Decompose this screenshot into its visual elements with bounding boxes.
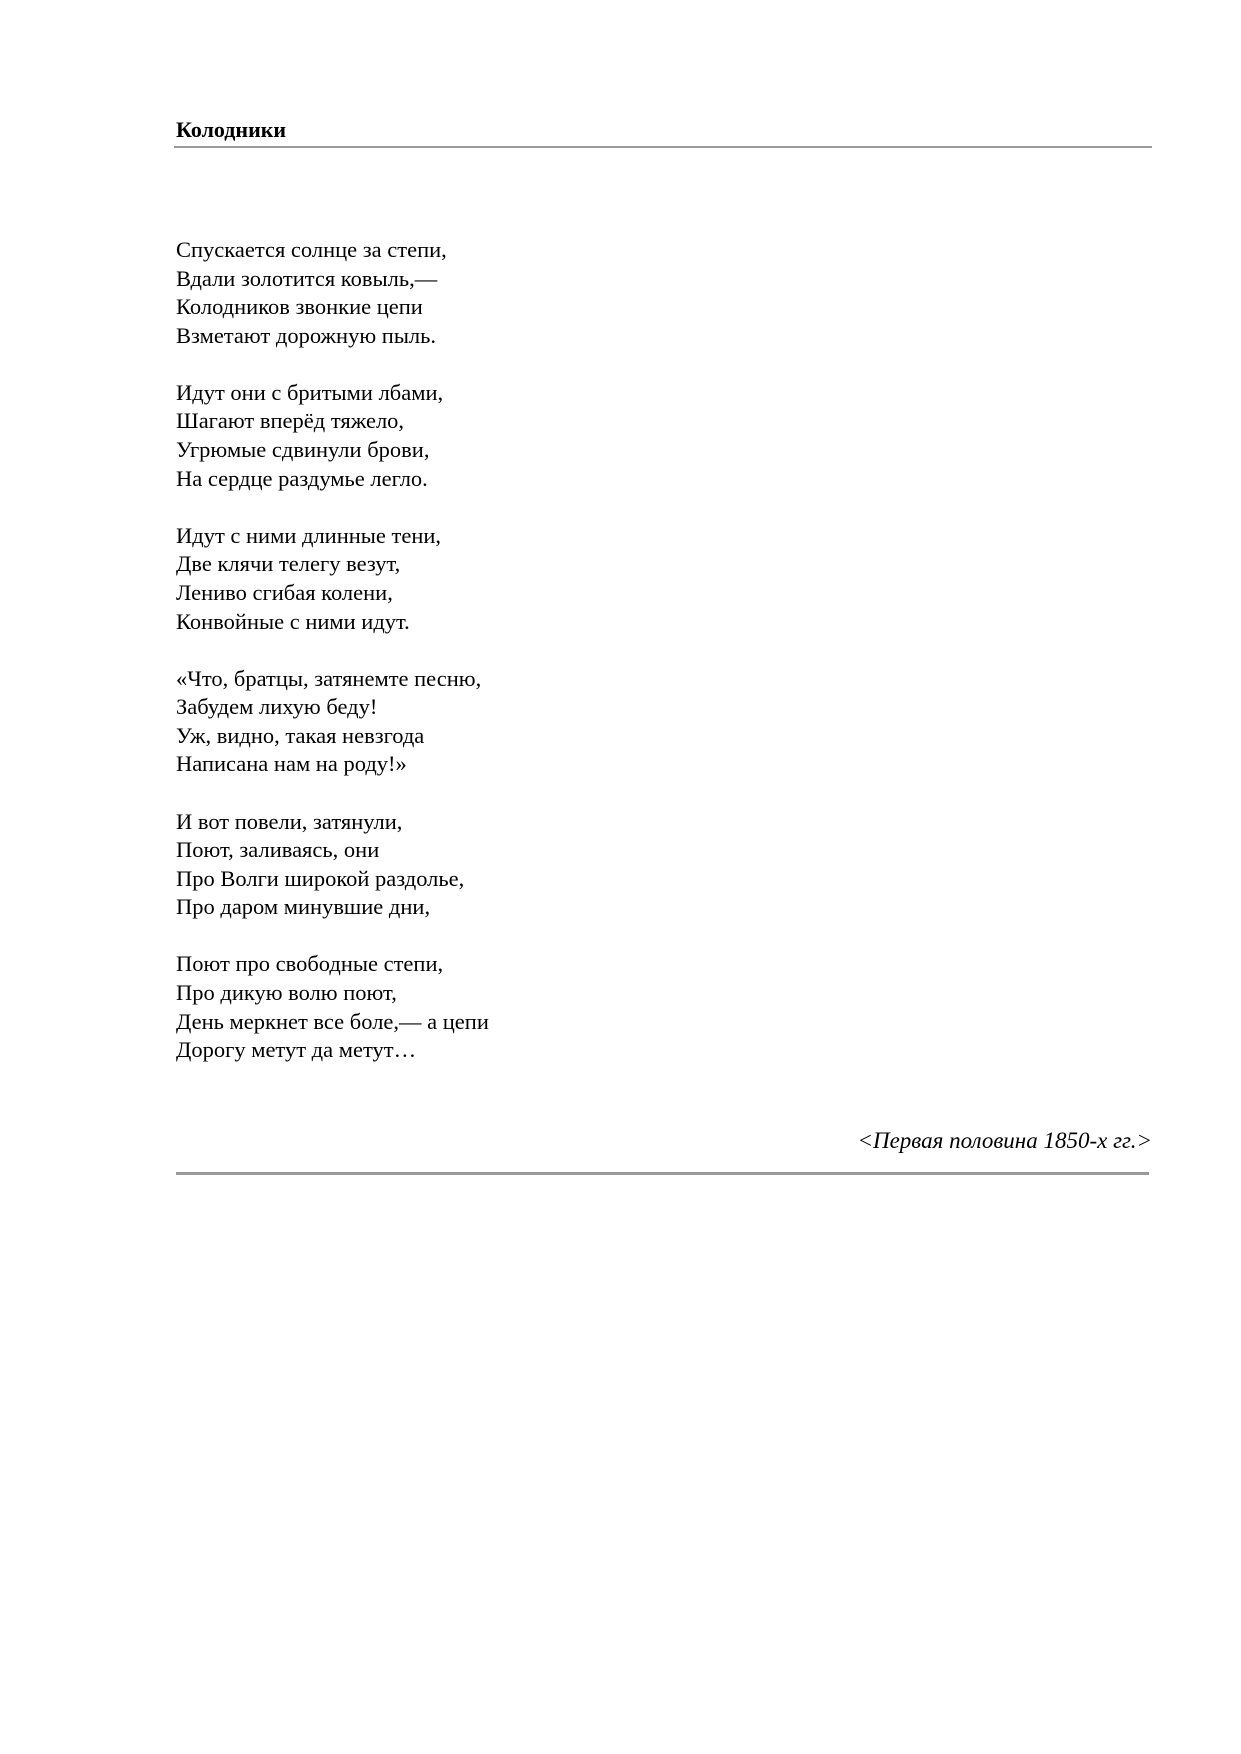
poem-title: Колодники <box>176 117 287 142</box>
bottom-divider <box>176 1172 1149 1175</box>
poem-line: На сердце раздумье легло. <box>176 465 428 491</box>
poem-line: Две клячи телегу везут, <box>176 551 401 577</box>
poem-line: Лениво сгибая колени, <box>176 579 393 605</box>
poem-line: Идут с ними длинные тени, <box>176 522 442 548</box>
poem-line: Поют, заливаясь, они <box>176 837 380 863</box>
poem-line: Угрюмые сдвинули брови, <box>176 437 430 463</box>
poem-line: Спускается солнце за степи, <box>176 237 447 262</box>
poem-line: Вдали золотится ковыль,— <box>176 265 438 291</box>
title-divider <box>174 146 1152 148</box>
stanza <box>176 236 1076 350</box>
poem-line: Про даром минувшие дни, <box>176 894 431 920</box>
stanza <box>176 808 1076 922</box>
poem-line: Конвойные с ними идут. <box>176 608 410 634</box>
poem-line: Забудем лихую беду! <box>176 694 378 720</box>
poem-line: Про Волги широкой раздолье, <box>176 865 465 891</box>
poem-line: Шагают вперёд тяжело, <box>176 408 405 434</box>
poem-line: Написана нам на роду!» <box>176 751 407 777</box>
stanza <box>176 522 1076 636</box>
stanza <box>176 665 1076 779</box>
poem-line: Про дикую волю поют, <box>176 979 397 1005</box>
stanza <box>176 379 1076 493</box>
poem-line: Идут они с бритыми лбами, <box>176 379 444 405</box>
poem-date: <Первая половина 1850-х гг.> <box>857 1128 1152 1153</box>
poem-line: Уж, видно, такая невзгода <box>176 722 425 748</box>
poem-line: День меркнет все боле,— а цепи <box>176 1008 489 1034</box>
poem-line: Взметают дорожную пыль. <box>176 322 437 348</box>
poem-line: Колодников звонкие цепи <box>176 294 423 320</box>
stanza <box>176 950 1076 1064</box>
poem-line: Дорогу метут да метут… <box>176 1037 417 1063</box>
poem-line: И вот повели, затянули, <box>176 808 403 834</box>
poem-line: «Что, братцы, затянемте песню, <box>176 665 482 691</box>
poem-body <box>176 236 1076 1093</box>
poem-line: Поют про свободные степи, <box>176 951 444 977</box>
